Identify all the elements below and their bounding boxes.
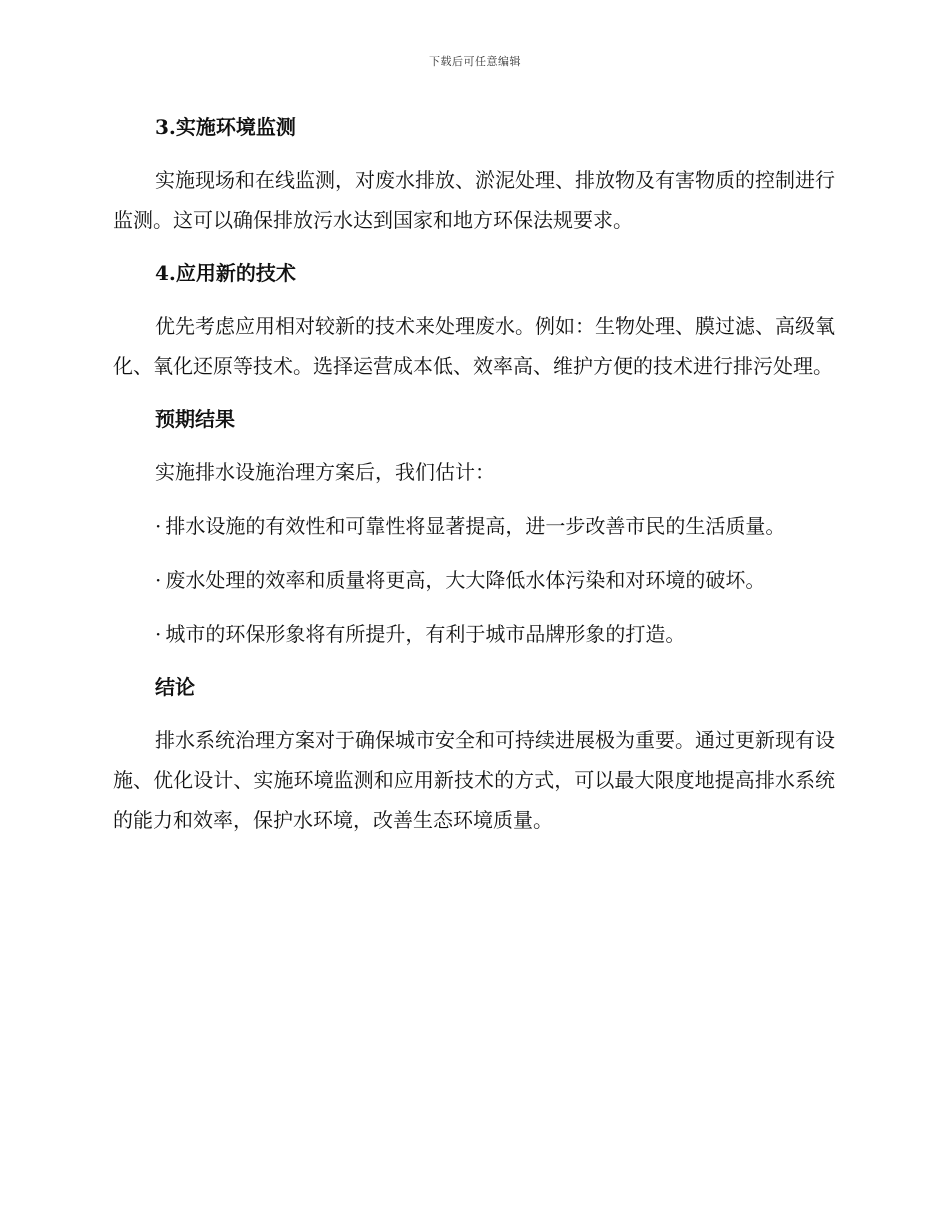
paragraph-expected-intro: 实施排水设施治理方案后，我们估计： (155, 460, 495, 484)
section-heading-expected-results: 预期结果 (155, 407, 235, 431)
paragraph-monitoring: 实施现场和在线监测，对废水排放、淤泥处理、排放物及有害物质的控制进行监测。这可以确保排放污水达到国家和地方环保法规要求。 (113, 168, 835, 232)
bullet-mark: · (155, 622, 162, 646)
paragraph-new-tech: 优先考虑应用相对较新的技术来处理废水。例如：生物处理、膜过滤、高级氧化、氧化还原等技术。选择运营成本低、效率高、维护方便的技术进行排污处理。 (113, 314, 835, 378)
page-header: 下载后可任意编辑 (429, 55, 521, 68)
section-heading-monitoring: 3.实施环境监测 (155, 115, 296, 139)
section-heading-conclusion: 结论 (155, 675, 195, 699)
list-item (113, 614, 835, 654)
paragraph-conclusion: 排水系统治理方案对于确保城市安全和可持续进展极为重要。通过更新现有设施、优化设计、实施环境监测和应用新技术的方式，可以最大限度地提高排水系统的能力和效率，保护水环境，改善生态环境质量。 (113, 728, 835, 832)
list-item (113, 506, 835, 546)
bullet-text: 废水处理的效率和质量将更高，大大降低水体污染和对环境的破坏。 (165, 568, 766, 592)
bullet-text: 城市的环保形象将有所提升，有利于城市品牌形象的打造。 (165, 622, 686, 646)
bullet-text: 排水设施的有效性和可靠性将显著提高，进一步改善市民的生活质量。 (165, 514, 786, 538)
document-body (113, 108, 835, 854)
bullet-mark: · (155, 514, 162, 538)
section-heading-new-tech: 4.应用新的技术 (155, 261, 296, 285)
list-item (113, 560, 835, 600)
bullet-mark: · (155, 568, 162, 592)
